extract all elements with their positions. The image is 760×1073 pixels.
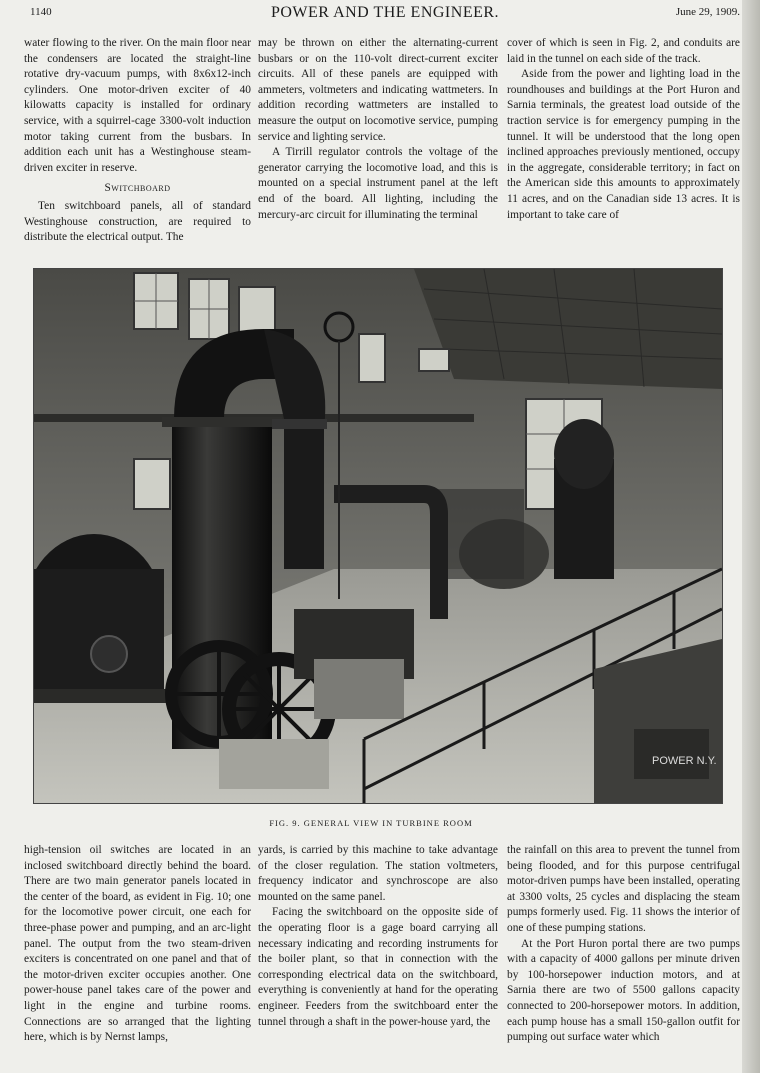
paragraph: may be thrown on either the alternating-current busbars or on the 110-volt direct-current exciter circuits. All of these panels are equipped with ammeters, voltmeters and indicating wattmeters. In addition recording wattmeters are installed to measure the output on locomotive service, pumping service and lighting service. <box>258 37 498 143</box>
page-edge <box>742 0 760 1073</box>
journal-title: POWER AND THE ENGINEER. <box>270 4 500 21</box>
turbine-room-photo <box>33 268 723 804</box>
paragraph: the rainfall on this area to prevent the tunnel from being flooded, and for this purpose centrifugal motor-driven pumps have been installed, operating at 3300 volts, 25 cycles and displacing the steam pumps formerly used. Fig. 11 shows the interior of one of these pumping stations. <box>507 844 740 934</box>
bottom-column-3 <box>507 843 740 1065</box>
paragraph: yards, is carried by this machine to take advantage of the closer regulation. The station voltmeters, frequency indicator and synchroscope are also mounted on the same panel. <box>258 844 498 903</box>
figure-caption: FIG. 9. GENERAL VIEW IN TURBINE ROOM <box>269 818 473 828</box>
top-column-2 <box>258 36 498 248</box>
turbine-room-illustration <box>34 269 722 803</box>
paragraph: Ten switchboard panels, all of standard Westinghouse construction, are required to distribute the electrical output. The <box>24 199 251 244</box>
paragraph: A Tirrill regulator controls the voltage of the generator carrying the locomotive load, and this is mounted on a special instrument panel at the left end of the board. All lighting, including the mercury-arc circuit for illuminating the terminal <box>258 146 498 221</box>
bottom-column-2 <box>258 843 498 1065</box>
paragraph: high-tension oil switches are located in an inclosed switchboard directly behind the board. There are two main generator panels located in the center of the board, as evident in Fig. 10; one for the locomotive power circuit, one each for three-phase power and pumping, and an arc-light panel. The output from the two steam-driven exciters is concentrated on one panel and that of the motor-driven exciter occupies another. One power-house panel takes care of the power and light in the engine and turbine rooms. Connections are so arranged that the lighting here, which is by Nernst lamps, <box>24 844 251 1044</box>
top-column-3 <box>507 36 740 248</box>
paragraph: At the Port Huron portal there are two pumps with a capacity of 4000 gallons per minute driven by 100-horsepower induction motors, and at Sarnia there are two of 5500 gallons capacity connected to 200-horsepower motors. In addition, each pump house has a small 150-gallon outfit for pumping out surface water which <box>507 937 740 1044</box>
paragraph: Aside from the power and lighting load in the roundhouses and buildings at the Port Huron and Sarnia terminals, the greatest load outside of the traction service is for emergency pumping in the tunnel. It will be understood that the long open inclined approaches previously mentioned, occupy in the aggregate, considerable territory; in fact on the American side this amounts to approximately 11 acres, and on the Canadian side 13 acres. It is important to take care of <box>507 68 740 221</box>
top-column-1 <box>24 36 251 248</box>
section-heading-switchboard: Switchboard <box>104 182 171 195</box>
issue-date: June 29, 1909. <box>675 6 740 18</box>
photo-watermark: POWER N.Y. <box>652 755 717 767</box>
paragraph: cover of which is seen in Fig. 2, and conduits are laid in the tunnel on each side of the track. <box>507 37 740 65</box>
paragraph: Facing the switchboard on the opposite side of the operating floor is a gage board carrying all necessary indicating and recording instruments for the boiler plant, so that in connection with the corresponding electrical data on the switchboard, everything is conveniently at hand for the operating engineer. Feeders from the switchboard enter the tunnel through a shaft in the power-house yard, the <box>258 906 498 1028</box>
paragraph: water flowing to the river. On the main floor near the condensers are located the straight-line rotative dry-vacuum pumps, with 8x6x12-inch cylinders. One motor-driven exciter of 40 kilowatts capacity is installed for ordinary service, with a squirrel-cage 3300-volt induction motor taking current from the busbars. In addition each unit has a Westinghouse steam-driven exciter in reserve. <box>24 37 251 174</box>
page-number: 1140 <box>30 6 52 18</box>
bottom-column-1 <box>24 843 251 1065</box>
page-header <box>30 4 740 26</box>
